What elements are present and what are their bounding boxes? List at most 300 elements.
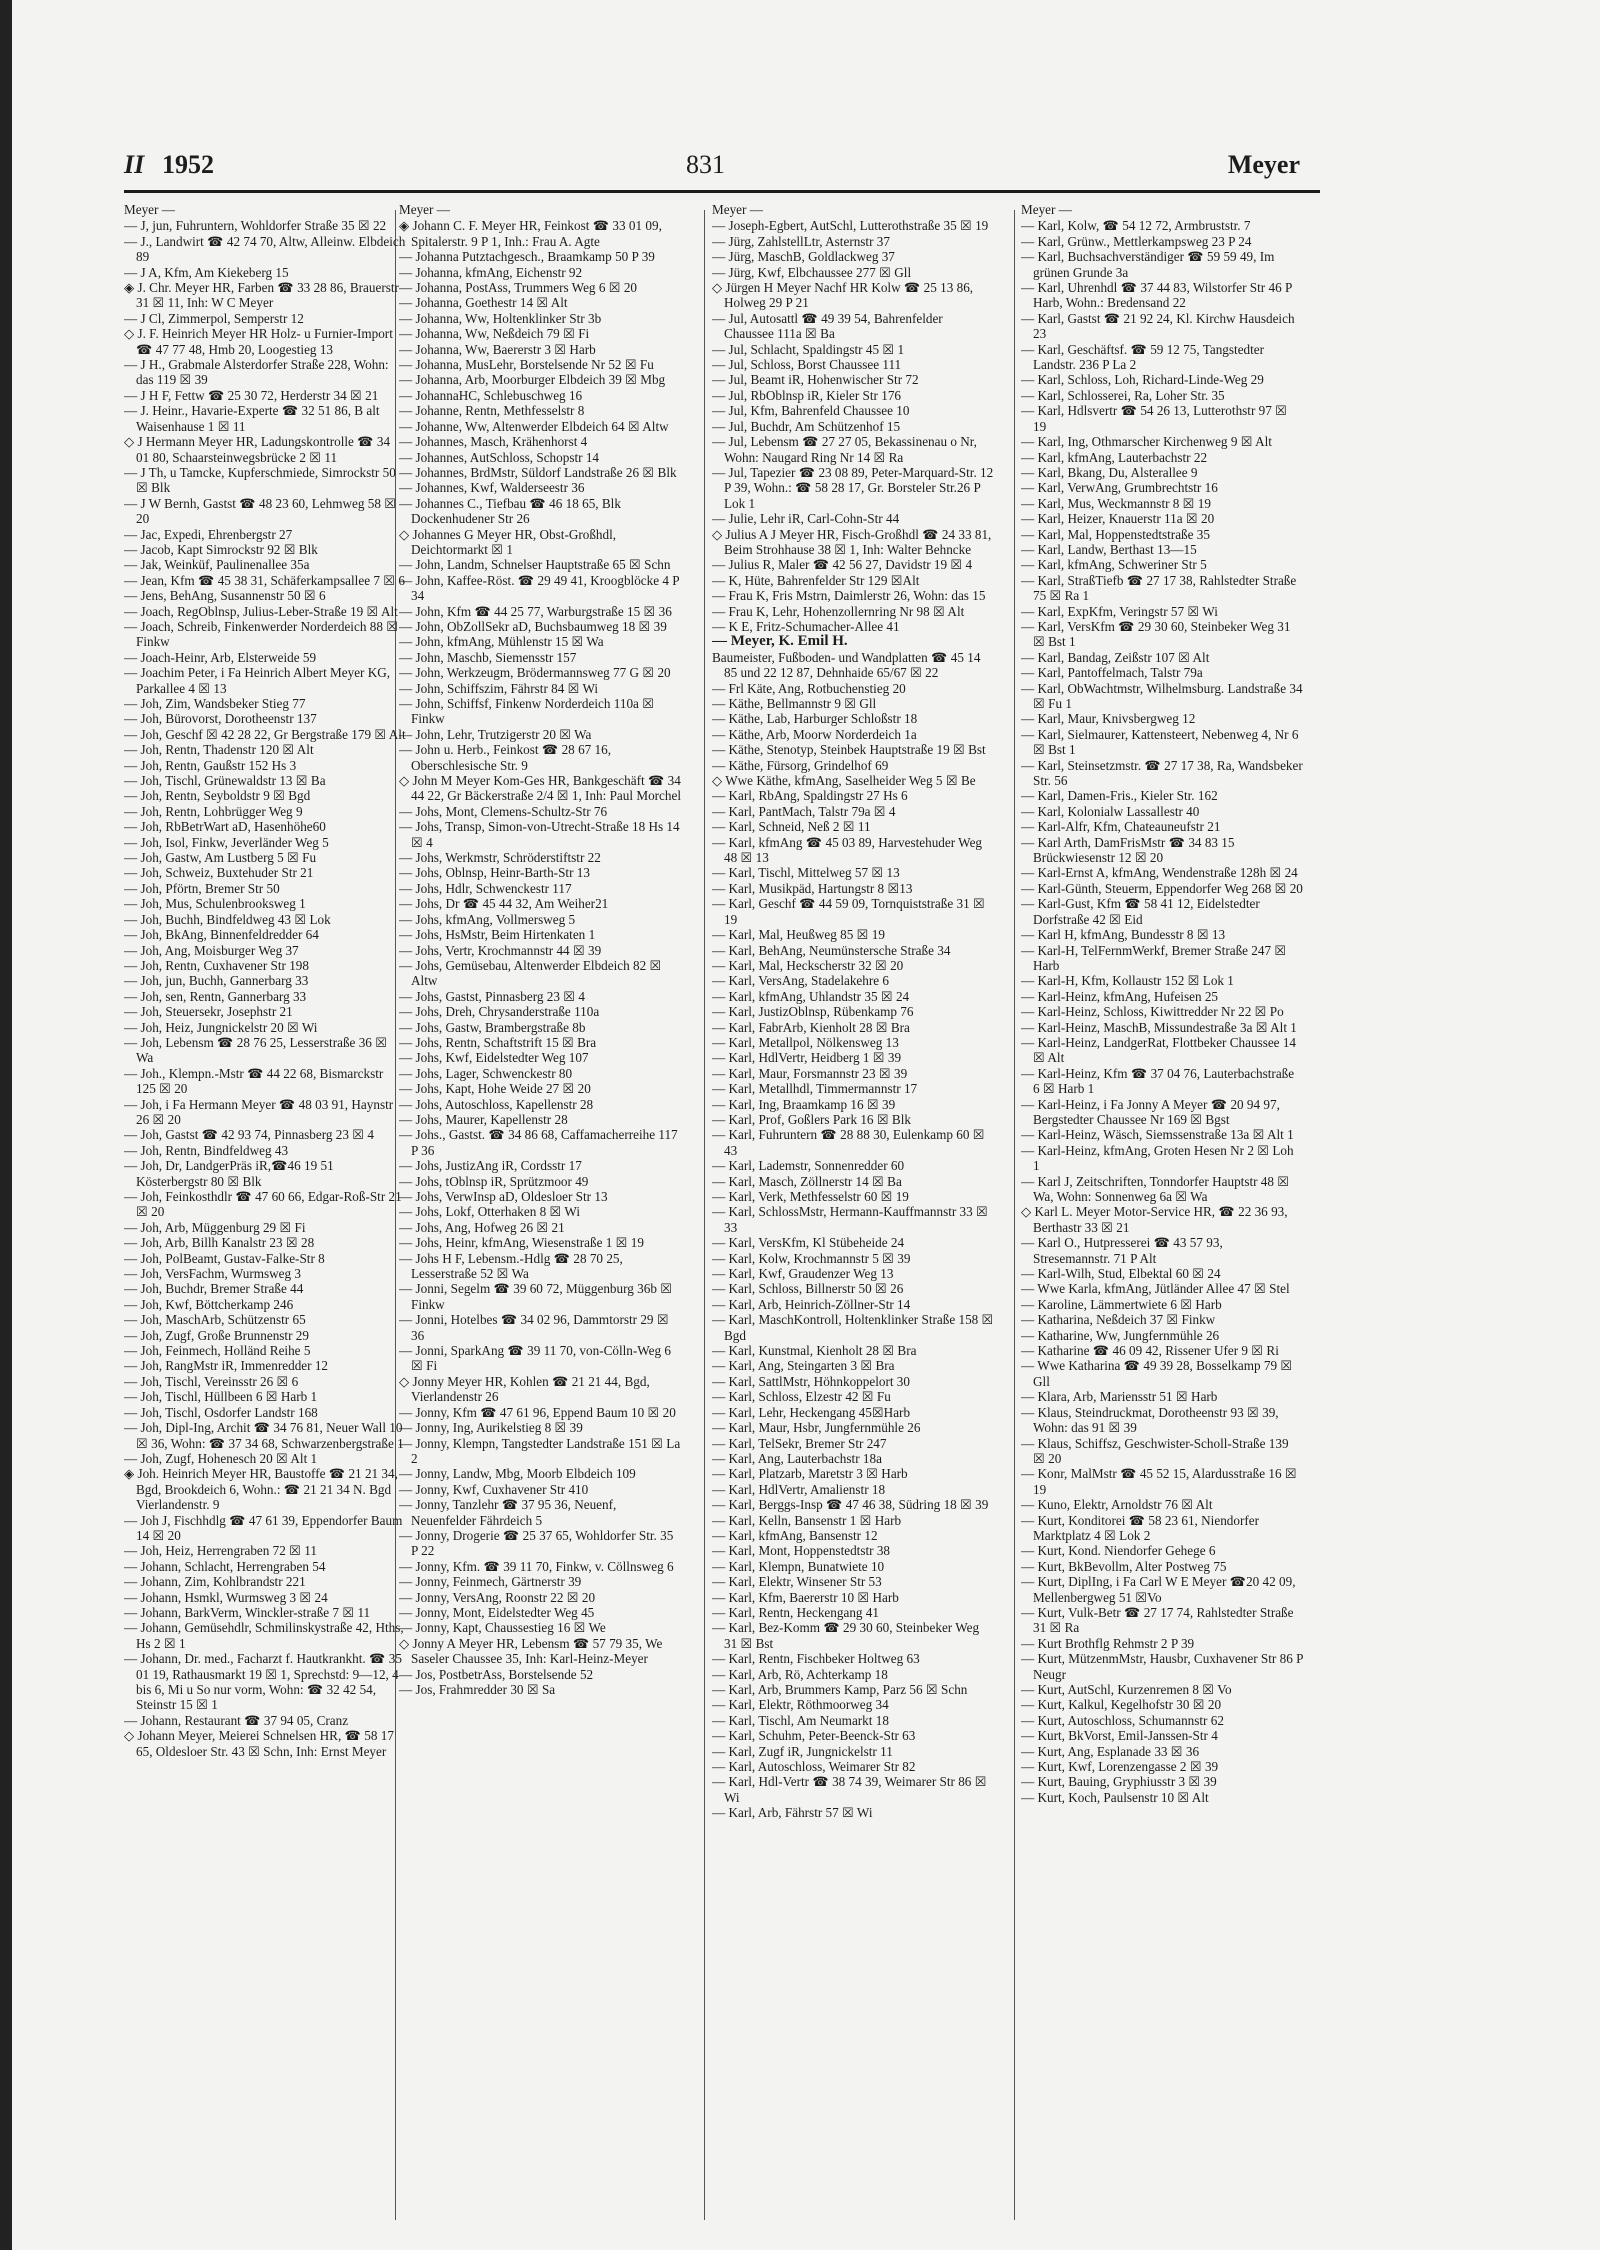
directory-entry: — Johann, Hsmkl, Wurmsweg 3 ☒ 24	[124, 1589, 328, 1605]
directory-entry: — Karl, Bez-Komm ☎ 29 30 60, Steinbeker Weg 31 ☒ Bst	[712, 1620, 980, 1651]
column-continuation: Meyer —	[712, 202, 763, 217]
directory-entry: — Karl, Musikpäd, Hartungstr 8 ☒13	[712, 880, 913, 896]
directory-entry: — Joh, Zim, Wandsbeker Stieg 77	[124, 696, 306, 711]
directory-entry: — Joh, Lebensm ☎ 28 76 25, Lesserstraße 36 ☒ Wa	[124, 1034, 388, 1066]
directory-entry: — Klaus, Steindruckmat, Dorotheenstr 93 ☒ 39, Wohn: das 91 ☒ 39	[1021, 1404, 1279, 1436]
directory-entry: — Julie, Lehr iR, Carl-Cohn-Str 44	[712, 511, 900, 527]
directory-entry: — Karl, Metallpol, Nölkensweg 13	[712, 1034, 899, 1050]
directory-entry: — K E, Fritz-Schumacher-Allee 41	[712, 618, 900, 634]
directory-entry: — Johanna, kfmAng, Eichenstr 92	[399, 264, 583, 280]
page-number: 831	[686, 150, 725, 179]
directory-entry: — Johs, Maurer, Kapellenstr 28	[399, 1111, 568, 1127]
directory-entry: — Johs, Gastw, Brambergstraße 8b	[399, 1019, 586, 1035]
directory-entry: — Karl, Kolonialw Lassallestr 40	[1021, 803, 1200, 819]
directory-entry: — Joh, Ang, Moisburger Weg 37	[124, 942, 299, 958]
directory-entry: — Karl, Geschäftsf. ☎ 59 12 75, Tangstedter Landstr. 236 P La 2	[1021, 341, 1265, 373]
directory-entry: — Johann, BarkVerm, Winckler-straße 7 ☒ 11	[124, 1604, 371, 1620]
directory-entry: — Jul, Buchdr, Am Schützenhof 15	[712, 418, 901, 434]
directory-entry: — Karl-Heinz, Schloss, Kiwittredder Nr 22 ☒ Po	[1021, 1004, 1284, 1020]
directory-entry: — Karl Arth, DamFrisMstr ☎ 34 83 15 Brückwiesenstr 12 ☒ 20	[1021, 834, 1235, 866]
directory-entry: — Karl, Mus, Weckmannstr 8 ☒ 19	[1021, 495, 1211, 511]
directory-entry: ◇ J Hermann Meyer HR, Ladungskontrolle ☎ 34 01 80, Schaarsteinwegsbrücke 2 ☒ 11	[124, 434, 391, 465]
directory-entry: — Jak, Weinküf, Paulinenallee 35a	[124, 557, 310, 573]
directory-entry: ◇ John M Meyer Kom-Ges HR, Bankgeschäft ☎ 34 44 22, Gr Bäckerstraße 2/4 ☒ 1, Inh: Paul Morchel	[399, 773, 681, 804]
directory-entry: — Karl, Pantoffelmach, Talstr 79a	[1021, 665, 1203, 681]
directory-entry: — Jonny, Kfm ☎ 47 61 96, Eppend Baum 10 ☒ 20	[399, 1404, 676, 1420]
directory-entry: — Karl, Damen-Fris., Kieler Str. 162	[1021, 788, 1218, 804]
directory-entry: — Karl, Mal, Heckscherstr 32 ☒ 20	[712, 957, 904, 973]
directory-entry: — Karl, Ang, Steingarten 3 ☒ Bra	[712, 1358, 895, 1374]
directory-entry: — Karl-Alfr, Kfm, Chateauneufstr 21	[1021, 819, 1221, 835]
column-continuation: Meyer —	[1021, 202, 1072, 217]
directory-entry: — Karl, Rentn, Fischbeker Holtweg 63	[712, 1651, 920, 1667]
directory-entry: — Karl, Elektr, Winsener Str 53	[712, 1574, 882, 1590]
directory-entry: — Kurt, MützenmMstr, Hausbr, Cuxhavener Str 86 P Neugr	[1021, 1651, 1303, 1682]
directory-entry: — Karl, Buchsachverständiger ☎ 59 59 49, Im grünen Grunde 3a	[1021, 249, 1275, 280]
directory-entry: — Karl, Schuhm, Peter-Beenck-Str 63	[712, 1728, 916, 1744]
column-2	[399, 202, 681, 2222]
directory-entry: — Joh, Pförtn, Bremer Str 50	[124, 880, 280, 896]
directory-entry: — Karl, Bandag, Zeißstr 107 ☒ Alt	[1021, 649, 1210, 665]
directory-entry: — Johanna, Ww, Baererstr 3 ☒ Harb	[399, 341, 596, 357]
directory-entry: — Karl H, kfmAng, Bundesstr 8 ☒ 13	[1021, 927, 1226, 943]
directory-entry: — Karoline, Lämmertwiete 6 ☒ Harb	[1021, 1296, 1222, 1312]
directory-entry: — J Th, u Tamcke, Kupferschmiede, Simrockstr 50 ☒ Blk	[124, 464, 396, 496]
directory-entry: — Jonny, Ing, Aurikelstieg 8 ☒ 39	[399, 1420, 583, 1436]
directory-entry: — Karl, Rentn, Heckengang 41	[712, 1604, 879, 1620]
directory-entry: — Karl, JustizOblnsp, Rübenkamp 76	[712, 1004, 914, 1020]
directory-entry: ◇ Jonny Meyer HR, Kohlen ☎ 21 21 44, Bgd, Vierlandenstr 26	[399, 1373, 650, 1405]
directory-entry: — Julius R, Maler ☎ 42 56 27, Davidstr 19 ☒ 4	[712, 557, 973, 573]
directory-entry: — Karl, Kwf, Graudenzer Weg 13	[712, 1266, 894, 1282]
directory-entry: — Jonny, VersAng, Roonstr 22 ☒ 20	[399, 1589, 596, 1605]
directory-entry: — Johann, Schlacht, Herrengraben 54	[124, 1558, 326, 1574]
directory-entry: — Johs, tOblnsp iR, Sprützmoor 49	[399, 1173, 589, 1189]
directory-entry: — Jens, BehAng, Susannenstr 50 ☒ 6	[124, 588, 326, 604]
directory-entry: — Wwe Katharina ☎ 49 39 28, Bosselkamp 79 ☒ Gll	[1021, 1358, 1293, 1389]
directory-entry: ◇ Karl L. Meyer Motor-Service HR, ☎ 22 36 93, Berthastr 33 ☒ 21	[1021, 1204, 1288, 1235]
directory-entry: — Kurt, Bauing, Gryphiusstr 3 ☒ 39	[1021, 1774, 1217, 1790]
directory-entry: ◈ Joh. Heinrich Meyer HR, Baustoffe ☎ 21 21 34, Bgd, Brookdeich 6, Wohn.: ☎ 21 21 34 N. Bgd Vierlandenstr. 9	[124, 1466, 398, 1513]
directory-entry: — Karl, Kelln, Bansenstr 1 ☒ Harb	[712, 1512, 902, 1528]
directory-entry: — Jonny, Klempn, Tangstedter Landstraße 151 ☒ La 2	[399, 1435, 681, 1466]
entry-list	[712, 218, 994, 1820]
directory-entry: — Jac, Expedi, Ehrenbergstr 27	[124, 526, 293, 542]
directory-entry: — Joh, Buchdr, Bremer Straße 44	[124, 1281, 304, 1297]
directory-entry: — Jonny, Tanzlehr ☎ 37 95 36, Neuenf, Neuenfelder Fährdeich 5	[399, 1497, 617, 1528]
directory-entry: — Jonny, Mont, Eidelstedter Weg 45	[399, 1604, 595, 1620]
directory-entry: — Joach-Heinr, Arb, Elsterweide 59	[124, 649, 317, 665]
directory-entry: — Joseph-Egbert, AutSchl, Lutterothstraße 35 ☒ 19	[712, 218, 989, 234]
directory-entry: — Karl, Lehr, Heckengang 45☒Harb	[712, 1404, 911, 1420]
directory-entry: — Johs, Transp, Simon-von-Utrecht-Straße 18 Hs 14 ☒ 4	[399, 819, 680, 850]
directory-entry: — Karl, Schloss, Billnerstr 50 ☒ 26	[712, 1281, 904, 1297]
directory-entry: — Karl, Zugf iR, Jungnickelstr 11	[712, 1743, 893, 1759]
directory-entry: — Karl, Lademstr, Sonnenredder 60	[712, 1158, 905, 1174]
directory-entry: — Karl, Mal, Hoppenstedtstraße 35	[1021, 526, 1210, 542]
directory-entry: — John, Werkzeugm, Brödermannsweg 77 G ☒ 20	[399, 665, 671, 681]
directory-entry: — Johannes, Kwf, Walderseestr 36	[399, 480, 585, 496]
directory-entry: — Karl, HdlVertr, Heidberg 1 ☒ 39	[712, 1050, 902, 1066]
directory-entry: — Karl O., Hutpresserei ☎ 43 57 93, Stresemannstr. 71 P Alt	[1021, 1235, 1223, 1266]
directory-entry: — John, Landm, Schnelser Hauptstraße 65 ☒ Schn	[399, 557, 671, 573]
directory-entry: — Joh, Arb, Billh Kanalstr 23 ☒ 28	[124, 1235, 315, 1251]
directory-entry: — Johs, Autoschloss, Kapellenstr 28	[399, 1096, 594, 1112]
directory-entry: — Jul, Beamt iR, Hohenwischer Str 72	[712, 372, 919, 388]
directory-entry: — Karl, VersAng, Stadelakehre 6	[712, 973, 890, 989]
directory-entry: — Kurt, Kond. Niendorfer Gehege 6	[1021, 1543, 1216, 1559]
directory-entry: — Johanna, Arb, Moorburger Elbdeich 39 ☒ Mbg	[399, 372, 666, 388]
directory-entry: — Kurt, Koch, Paulsenstr 10 ☒ Alt	[1021, 1789, 1209, 1805]
directory-entry: — Johannes, AutSchloss, Schopstr 14	[399, 449, 600, 465]
directory-entry: — Karl, Uhrenhdl ☎ 37 44 83, Wilstorfer Str 46 P Harb, Wohn.: Bredensand 22	[1021, 280, 1292, 311]
directory-entry: — Karl-Ernst A, kfmAng, Wendenstraße 128h ☒ 24	[1021, 865, 1298, 881]
directory-entry: — Karl, Masch, Zöllnerstr 14 ☒ Ba	[712, 1173, 902, 1189]
directory-entry: — Johs, Hdlr, Schwenckestr 117	[399, 880, 572, 896]
directory-entry: — Johs, Rentn, Schaftstrift 15 ☒ Bra	[399, 1034, 597, 1050]
directory-entry: — Karl, Platzarb, Maretstr 3 ☒ Harb	[712, 1466, 908, 1482]
directory-entry: — Karl, VerwAng, Grumbrechtstr 16	[1021, 480, 1218, 496]
directory-entry: — Karl, kfmAng, Bansenstr 12	[712, 1527, 878, 1543]
directory-entry: — Joh, i Fa Hermann Meyer ☎ 48 03 91, Haynstr 26 ☒ 20	[124, 1096, 394, 1127]
directory-entry: — Karl-Heinz, LandgerRat, Flottbeker Chaussee 14 ☒ Alt	[1021, 1034, 1297, 1066]
directory-entry: — Jonni, Segelm ☎ 39 60 72, Müggenburg 36b ☒ Finkw	[399, 1281, 673, 1312]
directory-entry: ◇ Julius A J Meyer HR, Fisch-Großhdl ☎ 24 33 81, Beim Strohhause 38 ☒ 1, Inh: Walter Behncke	[712, 526, 992, 557]
directory-entry: — Käthe, Bellmannstr 9 ☒ Gll	[712, 696, 877, 711]
directory-entry: — Joh, Steuersekr, Josephstr 21	[124, 1004, 293, 1020]
column-continuation: Meyer —	[399, 202, 450, 217]
directory-entry: — Johs, JustizAng iR, Cordsstr 17	[399, 1158, 582, 1174]
directory-entry: — Joh, Kwf, Böttcherkamp 246	[124, 1296, 294, 1312]
directory-entry: — Joh, Bürovorst, Dorotheenstr 137	[124, 711, 317, 727]
directory-entry: — Jul, Schlacht, Spaldingstr 45 ☒ 1	[712, 341, 905, 357]
directory-entry: ◇ Johann Meyer, Meierei Schnelsen HR, ☎ 58 17 65, Oldesloer Str. 43 ☒ Schn, Inh: Ernst Meyer	[124, 1728, 394, 1759]
directory-entry: — Joh, Mus, Schulenbrooksweg 1	[124, 896, 306, 912]
directory-entry: — Jul, Lebensm ☎ 27 27 05, Bekassinenau o Nr, Wohn: Naugard Ring Nr 14 ☒ Ra	[712, 434, 977, 465]
directory-entry: — John, Schiffszim, Fährstr 84 ☒ Wi	[399, 680, 599, 696]
directory-entry: — Karl, Schloss, Elzestr 42 ☒ Fu	[712, 1389, 891, 1405]
directory-entry: — Karl-Heinz, kfmAng, Groten Hesen Nr 2 ☒ Loh 1	[1021, 1142, 1294, 1174]
directory-entry: — Karl, Kolw, Krochmannstr 5 ☒ 39	[712, 1250, 911, 1266]
directory-entry: — Jonni, Hotelbes ☎ 34 02 96, Dammtorstr 29 ☒ 36	[399, 1312, 669, 1343]
directory-entry: — Joach, RegOblnsp, Julius-Leber-Straße 19 ☒ Alt	[124, 603, 398, 619]
directory-entry: — Johann, Gemüsehdlr, Schmilinskystraße 42, Hths, Hs 2 ☒ 1	[124, 1620, 404, 1651]
directory-entry: — Johanna, Goethestr 14 ☒ Alt	[399, 295, 568, 311]
directory-entry: — Karl, Ing, Othmarscher Kirchenweg 9 ☒ Alt	[1021, 434, 1272, 450]
directory-entry: — Jul, Kfm, Bahrenfeld Chaussee 10	[712, 403, 910, 419]
directory-entry: — Karl, Tischl, Am Neumarkt 18	[712, 1712, 889, 1728]
directory-entry: — Karl, Heizer, Knauerstr 11a ☒ 20	[1021, 511, 1215, 527]
directory-entry: — Jul, RbOblnsp iR, Kieler Str 176	[712, 387, 902, 403]
directory-entry: — Johannes C., Tiefbau ☎ 46 18 65, Blk Dockenhudener Str 26	[399, 495, 621, 527]
directory-entry: — J W Bernh, Gastst ☎ 48 23 60, Lehmweg 58 ☒ 20	[124, 495, 397, 527]
directory-entry: — John, ObZollSekr aD, Buchsbaumweg 18 ☒ 39	[399, 618, 667, 634]
page-header	[124, 150, 1300, 186]
directory-entry: — Karl, PantMach, Talstr 79a ☒ 4	[712, 803, 896, 819]
directory-entry: — Joh, Geschf ☒ 42 28 22, Gr Bergstraße 179 ☒ Alt	[124, 726, 406, 742]
directory-entry: — Johs, Oblnsp, Heinr-Barth-Str 13	[399, 865, 590, 881]
directory-entry: — Johanna, PostAss, Trummers Weg 6 ☒ 20	[399, 280, 638, 296]
entry-list	[399, 218, 681, 1697]
directory-entry: — Johs, Kwf, Eidelstedter Weg 107	[399, 1050, 589, 1066]
directory-entry: — Käthe, Lab, Harburger Schloßstr 18	[712, 711, 918, 727]
directory-entry: — John, kfmAng, Mühlenstr 15 ☒ Wa	[399, 634, 604, 650]
directory-entry: — Karl, Mont, Hoppenstedtstr 38	[712, 1543, 891, 1559]
directory-entry: — Jonny, Landw, Mbg, Moorb Elbdeich 109	[399, 1466, 636, 1482]
directory-entry: — Karl, Elektr, Röthmoorweg 34	[712, 1697, 889, 1713]
directory-entry: — Karl, Maur, Hsbr, Jungfernmühle 26	[712, 1420, 921, 1436]
directory-entry: — John, Maschb, Siemensstr 157	[399, 649, 577, 665]
directory-entry: — Joh, Dipl-Ing, Archit ☎ 34 76 81, Neuer Wall 10 ☒ 36, Wohn: ☎ 37 34 68, Schwarzenbergstraße 1	[124, 1420, 404, 1451]
directory-entry: — Meyer, K. Emil H.	[712, 633, 848, 650]
directory-entry: — Joh, jun, Buchh, Gannerbarg 33	[124, 973, 309, 989]
directory-entry: — Joh, Gastst ☎ 42 93 74, Pinnasberg 23 ☒ 4	[124, 1127, 374, 1143]
directory-entry: — Karl, kfmAng, Uhlandstr 35 ☒ 24	[712, 988, 910, 1004]
directory-entry: — Karl, kfmAng, Schweriner Str 5	[1021, 557, 1207, 573]
directory-entry: — Karl, Ang, Lauterbachstr 18a	[712, 1450, 882, 1466]
directory-entry: — Johanna, Ww, Holtenklinker Str 3b	[399, 310, 602, 326]
directory-entry: — Johanne, Ww, Altenwerder Elbdeich 64 ☒ Altw	[399, 418, 669, 434]
directory-entry: — Joh, Buchh, Bindfeldweg 43 ☒ Lok	[124, 911, 331, 927]
directory-entry: ◈ Johann C. F. Meyer HR, Feinkost ☎ 33 01 09, Spitalerstr. 9 P 1, Inh.: Frau A. Agte	[399, 218, 662, 249]
directory-entry: — Karl, Arb, Rö, Achterkamp 18	[712, 1666, 888, 1682]
directory-entry: — J H., Grabmale Alsterdorfer Straße 228, Wohn: das 119 ☒ 39	[124, 357, 389, 388]
directory-entry: — Karl, Kfm, Baererstr 10 ☒ Harb	[712, 1589, 899, 1605]
directory-entry: — Karl, Gastst ☎ 21 92 24, Kl. Kirchw Hausdeich 23	[1021, 310, 1295, 342]
directory-entry: — Johs, Mont, Clemens-Schultz-Str 76	[399, 803, 608, 819]
directory-entry: — Jacob, Kapt Simrockstr 92 ☒ Blk	[124, 541, 318, 557]
directory-entry: — Kurt, BkVorst, Emil-Janssen-Str 4	[1021, 1728, 1218, 1744]
directory-entry: — Johs, Werkmstr, Schröderstiftstr 22	[399, 850, 601, 866]
directory-entry: — Karl-Heinz, Kfm ☎ 37 04 76, Lauterbachstraße 6 ☒ Harb 1	[1021, 1065, 1295, 1097]
directory-entry: — Käthe, Stenotyp, Steinbek Hauptstraße 19 ☒ Bst	[712, 742, 986, 758]
directory-entry: — Konr, MalMstr ☎ 45 52 15, Alardusstraße 16 ☒ 19	[1021, 1466, 1297, 1497]
directory-entry: — Karl, Maur, Knivsbergweg 12	[1021, 711, 1196, 727]
directory-entry: — Joh J, Fischhdlg ☎ 47 61 39, Eppendorfer Baum 14 ☒ 20	[124, 1512, 403, 1543]
directory-entry: ◇ Jürgen H Meyer Nachf HR Kolw ☎ 25 13 86, Holweg 29 P 21	[712, 280, 974, 311]
directory-entry: — Kuno, Elektr, Arnoldstr 76 ☒ Alt	[1021, 1497, 1213, 1513]
directory-entry: — Joh, PolBeamt, Gustav-Falke-Str 8	[124, 1250, 325, 1266]
directory-entry: — Karl, Maur, Forsmannstr 23 ☒ 39	[712, 1065, 908, 1081]
directory-entry: — Karl, StraßTiefb ☎ 27 17 38, Rahlstedter Straße 75 ☒ Ra 1	[1021, 572, 1297, 604]
directory-entry: — Joh, Rentn, Cuxhavener Str 198	[124, 957, 309, 973]
directory-entry: — Kurt, AutSchl, Kurzenremen 8 ☒ Vo	[1021, 1682, 1232, 1697]
directory-entry: — Johanna Putztachgesch., Braamkamp 50 P 39	[399, 249, 655, 265]
directory-entry: — Joh, Isol, Finkw, Jeverländer Weg 5	[124, 834, 329, 850]
directory-entry: — Katharine, Ww, Jungfernmühle 26	[1021, 1327, 1220, 1343]
directory-entry: — Joh, Tischl, Vereinsstr 26 ☒ 6	[124, 1373, 299, 1389]
directory-entry: — Katharine ☎ 46 09 42, Rissener Ufer 9 ☒ Ri	[1021, 1343, 1279, 1359]
directory-entry: — Kurt, Konditorei ☎ 58 23 61, Niendorfer Marktplatz 4 ☒ Lok 2	[1021, 1512, 1260, 1543]
directory-entry: — Jonny, Kapt, Chaussestieg 16 ☒ We	[399, 1620, 606, 1636]
directory-entry: — Katharina, Neßdeich 37 ☒ Finkw	[1021, 1312, 1216, 1328]
directory-entry: — J., Landwirt ☎ 42 74 70, Altw, Alleinw. Elbdeich 89	[124, 233, 406, 265]
directory-entry: — Klaus, Schiffsz, Geschwister-Scholl-Straße 139 ☒ 20	[1021, 1435, 1289, 1466]
directory-entry: — Karl, VersKfm, Kl Stübeheide 24	[712, 1235, 905, 1251]
directory-entry: — Joh, Rentn, Gaußstr 152 Hs 3	[124, 757, 297, 773]
directory-entry: — J Cl, Zimmerpol, Semperstr 12	[124, 310, 304, 326]
directory-entry: — Johs, Ang, Hofweg 26 ☒ 21	[399, 1219, 565, 1235]
directory-entry: — Johs, Gemüsebau, Altenwerder Elbdeich 82 ☒ Altw	[399, 957, 662, 989]
directory-entry: — Jonny, Drogerie ☎ 25 37 65, Wohldorfer Str. 35 P 22	[399, 1527, 674, 1559]
directory-entry: — Jul, Tapezier ☎ 23 08 89, Peter-Marquard-Str. 12 P 39, Wohn.: ☎ 58 28 17, Gr. Borsteler Str.26 P Lok 1	[712, 464, 994, 511]
column-1	[124, 202, 406, 2222]
directory-entry: — Johs, Gastst, Pinnasberg 23 ☒ 4	[399, 988, 585, 1004]
directory-entry: — Karl, Sielmaurer, Kattensteert, Nebenweg 4, Nr 6 ☒ Bst 1	[1021, 726, 1299, 758]
directory-entry: — Karl, Schlosserei, Ra, Loher Str. 35	[1021, 387, 1225, 403]
directory-entry: — Karl, Arb, Heinrich-Zöllner-Str 14	[712, 1296, 911, 1312]
directory-entry: — Jonny, Kfm. ☎ 39 11 70, Finkw, v. Cöllnsweg 6	[399, 1558, 674, 1574]
directory-entry: — Joh, RbBetrWart aD, Hasenhöhe60	[124, 819, 326, 835]
directory-entry: — Karl, Autoschloss, Weimarer Str 82	[712, 1759, 916, 1775]
directory-entry: — Karl J, Zeitschriften, Tonndorfer Hauptstr 48 ☒ Wa, Wohn: Sonnenweg 6a ☒ Wa	[1021, 1173, 1290, 1204]
directory-entry: — Joh, MaschArb, Schützenstr 65	[124, 1312, 306, 1328]
directory-entry: — Joh, Feinmech, Holländ Reihe 5	[124, 1343, 311, 1359]
directory-entry: — Karl, TelSekr, Bremer Str 247	[712, 1435, 887, 1451]
directory-entry: — Karl, Grünw., Mettlerkampsweg 23 P 24	[1021, 233, 1252, 249]
directory-entry: — Frl Käte, Ang, Rotbuchenstieg 20	[712, 680, 906, 696]
directory-entry: — Jonny, Kwf, Cuxhavener Str 410	[399, 1481, 589, 1497]
directory-entry: — J H F, Fettw ☎ 25 30 72, Herderstr 34 ☒ 21	[124, 387, 379, 403]
directory-entry: — Jul, Schloss, Borst Chaussee 111	[712, 357, 902, 373]
directory-entry: — Joach, Schreib, Finkenwerder Norderdeich 88 ☒ Finkw	[124, 618, 399, 650]
directory-entry: — Johs, Lokf, Otterhaken 8 ☒ Wi	[399, 1204, 580, 1220]
directory-entry: — Frau K, Fris Mstrn, Daimlerstr 26, Wohn: das 15	[712, 588, 986, 604]
directory-entry: — Johs, VerwInsp aD, Oldesloer Str 13	[399, 1189, 608, 1204]
directory-entry: — Kurt Brothflg Rehmstr 2 P 39	[1021, 1635, 1195, 1651]
directory-entry: — Johs, HsMstr, Beim Hirtenkaten 1	[399, 927, 596, 943]
directory-entry: — Johanna, MusLehr, Borstelsende Nr 52 ☒ Fu	[399, 357, 654, 373]
directory-entry: — Kurt, DiplIng, i Fa Carl W E Meyer ☎20 42 09, Mellenbergweg 51 ☒Vo	[1021, 1574, 1296, 1605]
directory-entry: — J. Heinr., Havarie-Experte ☎ 32 51 86, B alt Waisenhause 1 ☒ 11	[124, 403, 380, 434]
directory-entry: — Joh, Rentn, Bindfeldweg 43	[124, 1142, 289, 1158]
directory-entry: — Karl, VersKfm ☎ 29 30 60, Steinbeker Weg 31 ☒ Bst 1	[1021, 618, 1291, 650]
directory-entry: — Johann, Restaurant ☎ 37 94 05, Cranz	[124, 1712, 349, 1728]
directory-entry: — Karl, Steinsetzmstr. ☎ 27 17 38, Ra, Wandsbeker Str. 56	[1021, 757, 1303, 789]
directory-entry: — Jos, PostbetrAss, Borstelsende 52	[399, 1666, 594, 1682]
directory-entry: ◇ Johannes G Meyer HR, Obst-Großhdl, Deichtormarkt ☒ 1	[399, 526, 617, 557]
directory-entry: — Karl-Günth, Steuerm, Eppendorfer Weg 268 ☒ 20	[1021, 880, 1303, 896]
directory-entry: — Kurt, Vulk-Betr ☎ 27 17 74, Rahlstedter Straße 31 ☒ Ra	[1021, 1604, 1294, 1636]
directory-entry: — Johs, kfmAng, Vollmersweg 5	[399, 911, 576, 927]
directory-entry: — Karl, Arb, Fährstr 57 ☒ Wi	[712, 1805, 873, 1821]
directory-entry: — Karl, RbAng, Spaldingstr 27 Hs 6	[712, 788, 908, 804]
directory-entry: — JohannaHC, Schlebuschweg 16	[399, 387, 583, 403]
directory-entry: — Karl-Gust, Kfm ☎ 58 41 12, Eidelstedter Dorfstraße 42 ☒ Eid	[1021, 896, 1260, 927]
directory-entry: — Karl-Heinz, i Fa Jonny A Meyer ☎ 20 94 97, Bergstedter Chaussee Nr 169 ☒ Bgst	[1021, 1096, 1280, 1127]
directory-entry: — John, Kaffee-Röst. ☎ 29 49 41, Kroogblöcke 4 P 34	[399, 572, 680, 604]
directory-entry: — Johannes, Masch, Krähenhorst 4	[399, 434, 588, 450]
directory-entry: — Karl-Heinz, kfmAng, Hufeisen 25	[1021, 988, 1219, 1004]
directory-entry: — Karl, Prof, Goßlers Park 16 ☒ Blk	[712, 1111, 911, 1127]
directory-entry: — Joh., Klempn.-Mstr ☎ 44 22 68, Bismarckstr 125 ☒ 20	[124, 1065, 384, 1097]
directory-entry: — Karl, Geschf ☎ 44 59 09, Tornquiststraße 31 ☒ 19	[712, 896, 985, 927]
header-rule	[124, 190, 1320, 193]
directory-entry: — Karl-H, Kfm, Kollaustr 152 ☒ Lok 1	[1021, 973, 1234, 989]
directory-entry: — Karl, kfmAng, Lauterbachstr 22	[1021, 449, 1208, 465]
directory-entry: — Johs, Kapt, Hohe Weide 27 ☒ 20	[399, 1081, 591, 1097]
directory-entry: — J A, Kfm, Am Kiekeberg 15	[124, 264, 289, 280]
directory-entry: — Karl, Mal, Heußweg 85 ☒ 19	[712, 927, 885, 943]
directory-entry: — Johanna, Ww, Neßdeich 79 ☒ Fi	[399, 326, 590, 342]
directory-entry: Baumeister, Fußboden- und Wandplatten ☎ 45 14 85 und 22 12 87, Dehnhaide 65/67 ☒ 22	[712, 649, 981, 681]
directory-entry: — Jos, Frahmredder 30 ☒ Sa	[399, 1682, 556, 1697]
directory-entry: — Kurt, BkBevollm, Alter Postweg 75	[1021, 1558, 1227, 1574]
directory-entry: — Johs, Lager, Schwenckestr 80	[399, 1065, 573, 1081]
directory-entry: — Joh, Zugf, Große Brunnenstr 29	[124, 1327, 309, 1343]
directory-entry: — Joh, Tischl, Hüllbeen 6 ☒ Harb 1	[124, 1389, 318, 1405]
directory-entry: — Karl, Fuhruntern ☎ 28 88 30, Eulenkamp 60 ☒ 43	[712, 1127, 985, 1158]
directory-entry: — Joh, Schweiz, Buxtehuder Str 21	[124, 865, 314, 881]
directory-entry: — Käthe, Arb, Moorw Norderdeich 1a	[712, 726, 917, 742]
directory-entry: — Joh, BkAng, Binnenfeldredder 64	[124, 927, 319, 943]
directory-entry: — Karl, Tischl, Mittelweg 57 ☒ 13	[712, 865, 900, 881]
directory-entry: — Karl-Wilh, Stud, Elbektal 60 ☒ 24	[1021, 1266, 1221, 1282]
directory-entry: — Joh, Rentn, Lohbrügger Weg 9	[124, 803, 303, 819]
directory-entry: — Karl, Verk, Methfesselstr 60 ☒ 19	[712, 1189, 909, 1204]
directory-entry: — Wwe Karla, kfmAng, Jütländer Allee 47 ☒ Stel	[1021, 1281, 1290, 1297]
directory-entry: — Johann, Zim, Kohlbrandstr 221	[124, 1574, 306, 1590]
directory-entry: — Jürg, MaschB, Goldlackweg 37	[712, 249, 895, 265]
directory-entry: — Jean, Kfm ☎ 45 38 31, Schäferkampsallee 7 ☒ 6	[124, 572, 405, 588]
directory-entry: — Karl, Bkang, Du, Alsterallee 9	[1021, 464, 1198, 480]
directory-entry: — Karl-Heinz, MaschB, Missundestraße 3a ☒ Alt 1	[1021, 1019, 1297, 1035]
directory-entry: — Joh, Arb, Müggenburg 29 ☒ Fi	[124, 1219, 306, 1235]
directory-entry: — Jonni, SparkAng ☎ 39 11 70, von-Cölln-Weg 6 ☒ Fi	[399, 1343, 672, 1374]
directory-entry: — Karl, Klempn, Bunatwiete 10	[712, 1558, 885, 1574]
directory-entry: — Klara, Arb, Mariensstr 51 ☒ Harb	[1021, 1389, 1218, 1405]
directory-entry: ◇ Wwe Käthe, kfmAng, Saselheider Weg 5 ☒ Be	[712, 773, 976, 789]
directory-entry: — Karl, Hdl-Vertr ☎ 38 74 39, Weimarer Str 86 ☒ Wi	[712, 1774, 987, 1805]
directory-entry: — Karl, ExpKfm, Veringstr 57 ☒ Wi	[1021, 603, 1218, 619]
column-4	[1021, 202, 1303, 2222]
directory-entry: — Joachim Peter, i Fa Heinrich Albert Meyer KG, Parkallee 4 ☒ 13	[124, 665, 391, 696]
directory-entry: — Joh, Heiz, Herrengraben 72 ☒ 11	[124, 1543, 317, 1559]
directory-entry: — Joh, Tischl, Osdorfer Landstr 168	[124, 1404, 318, 1420]
column-continuation: Meyer —	[124, 202, 175, 217]
directory-entry: — Joh, Gastw, Am Lustberg 5 ☒ Fu	[124, 850, 317, 866]
directory-entry: — Johanne, Rentn, Methfesselstr 8	[399, 403, 585, 419]
directory-entry: — Karl, HdlVertr, Amalienstr 18	[712, 1481, 886, 1497]
directory-entry: — Karl, FabrArb, Kienholt 28 ☒ Bra	[712, 1019, 910, 1035]
directory-entry: — Karl-Heinz, Wäsch, Siemssenstraße 13a ☒ Alt 1	[1021, 1127, 1294, 1143]
directory-entry: — Johs., Gastst. ☎ 34 86 68, Caffamacherreihe 117 P 36	[399, 1127, 678, 1158]
directory-entry: — Kurt, Kalkul, Kegelhofstr 30 ☒ 20	[1021, 1697, 1222, 1713]
directory-entry: — Joh, Tischl, Grünewaldstr 13 ☒ Ba	[124, 773, 326, 789]
directory-entry: — Joh, Dr, LandgerPräs iR,☎46 19 51 Kösterbergstr 80 ☒ Blk	[124, 1158, 334, 1189]
directory-entry: — Karl, Schneid, Neß 2 ☒ 11	[712, 819, 871, 835]
directory-entry: — Joh, RangMstr iR, Immenredder 12	[124, 1358, 329, 1374]
directory-entry: — Johann, Dr. med., Facharzt f. Hautkrankht. ☎ 35 01 19, Rathausmarkt 19 ☒ 1, Sprechstd: 9—12, 4 bis 6, Mi u So nur vorm, Wohn: ☎ 32 42 54, Steinstr 15 ☒ 1	[124, 1651, 402, 1713]
directory-entry: — Karl, Kolw, ☎ 54 12 72, Armbruststr. 7	[1021, 218, 1251, 234]
directory-entry: — Karl-H, TelFernmWerkf, Bremer Straße 247 ☒ Harb	[1021, 942, 1287, 973]
directory-entry: — John, Schiffsf, Finkenw Norderdeich 110a ☒ Finkw	[399, 696, 655, 727]
directory-entry: — Joh, Feinkosthdlr ☎ 47 60 66, Edgar-Roß-Str 21 ☒ 20	[124, 1189, 402, 1220]
directory-entry: — Karl, Hdlsvertr ☎ 54 26 13, Lutterothstr 97 ☒ 19	[1021, 403, 1287, 434]
surname-heading: Meyer	[1227, 150, 1300, 179]
directory-entry: — Joh, Heiz, Jungnickelstr 20 ☒ Wi	[124, 1019, 318, 1035]
directory-entry: — Käthe, Fürsorg, Grindelhof 69	[712, 757, 889, 773]
directory-entry: — Kurt, Ang, Esplanade 33 ☒ 36	[1021, 1743, 1200, 1759]
directory-entry: — Joh, Zugf, Hohenesch 20 ☒ Alt 1	[124, 1450, 318, 1466]
directory-entry: — Karl, Ing, Braamkamp 16 ☒ 39	[712, 1096, 896, 1112]
directory-entry: — J, jun, Fuhruntern, Wohldorfer Straße 35 ☒ 22	[124, 218, 387, 234]
directory-entry: — Joh, Rentn, Seyboldstr 9 ☒ Bgd	[124, 788, 311, 804]
directory-entry: — Johannes, BrdMstr, Süldorf Landstraße 26 ☒ Blk	[399, 464, 677, 480]
directory-entry: — Karl, SchlossMstr, Hermann-Kauffmannstr 33 ☒ 33	[712, 1204, 988, 1235]
directory-entry: — Karl, Metallhdl, Timmermannstr 17	[712, 1081, 918, 1097]
directory-entry: — K, Hüte, Bahrenfelder Str 129 ☒Alt	[712, 572, 920, 588]
